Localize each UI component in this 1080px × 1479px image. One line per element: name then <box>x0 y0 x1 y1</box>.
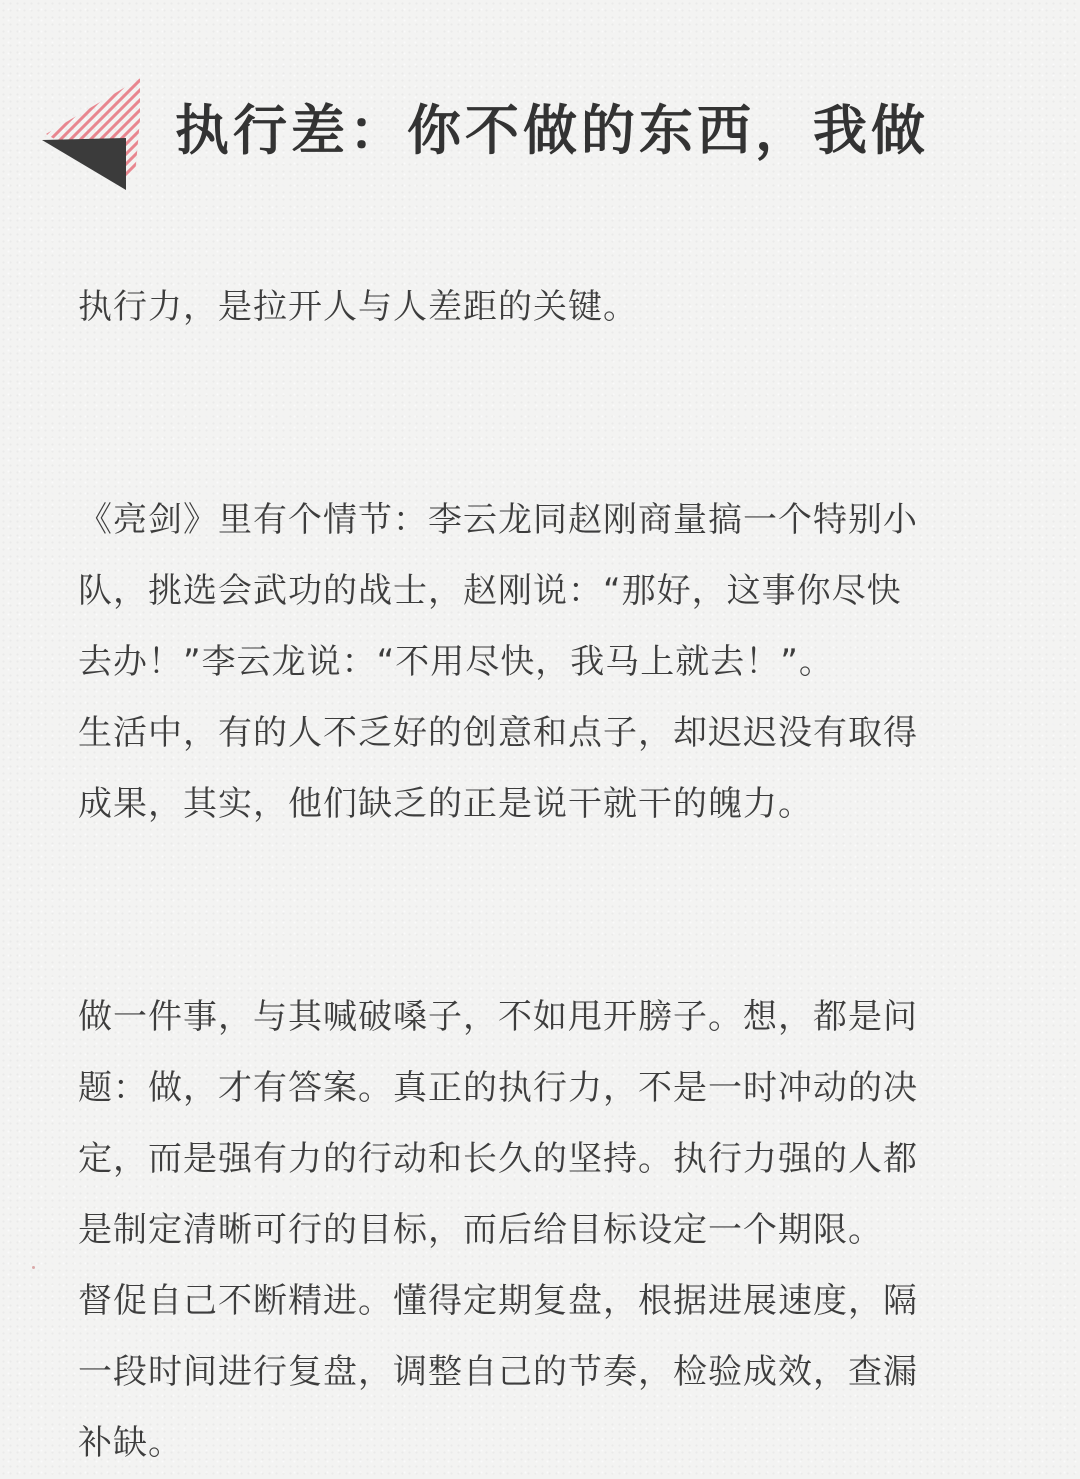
text-line: 队，挑选会武功的战士，赵刚说：“那好，这事你尽快 <box>78 571 902 611</box>
paragraph-3 <box>78 982 1013 1479</box>
text-line: 成果，其实，他们缺乏的正是说干就干的魄力。 <box>78 784 813 824</box>
page-title: 执行差：你不做的东西，我做 <box>175 99 929 162</box>
decorative-dot <box>32 1266 35 1269</box>
text-line: 执行力，是拉开人与人差距的关键。 <box>78 287 638 327</box>
text-line: 补缺。 <box>78 1423 183 1463</box>
text-line: 去办！”李云龙说：“不用尽快，我马上就去！”。 <box>78 642 834 682</box>
paragraph-2 <box>78 485 1013 840</box>
striped-triangle-icon <box>40 78 140 194</box>
article-body <box>78 272 1013 1479</box>
text-line: 定，而是强有力的行动和长久的坚持。执行力强的人都 <box>78 1139 918 1179</box>
paragraph-1 <box>78 272 1013 343</box>
text-line: 《亮剑》里有个情节：李云龙同赵刚商量搞一个特别小 <box>78 500 918 540</box>
text-line: 一段时间进行复盘，调整自己的节奏，检验成效，查漏 <box>78 1352 918 1392</box>
header <box>40 78 1040 194</box>
text-line: 生活中，有的人不乏好的创意和点子，却迟迟没有取得 <box>78 713 918 753</box>
text-line: 做一件事，与其喊破嗓子，不如甩开膀子。想，都是问 <box>78 997 918 1037</box>
text-line: 题：做，才有答案。真正的执行力，不是一时冲动的决 <box>78 1068 918 1108</box>
text-line: 督促自己不断精进。懂得定期复盘，根据进展速度，隔 <box>78 1281 918 1321</box>
text-line: 是制定清晰可行的目标，而后给目标设定一个期限。 <box>78 1210 883 1250</box>
